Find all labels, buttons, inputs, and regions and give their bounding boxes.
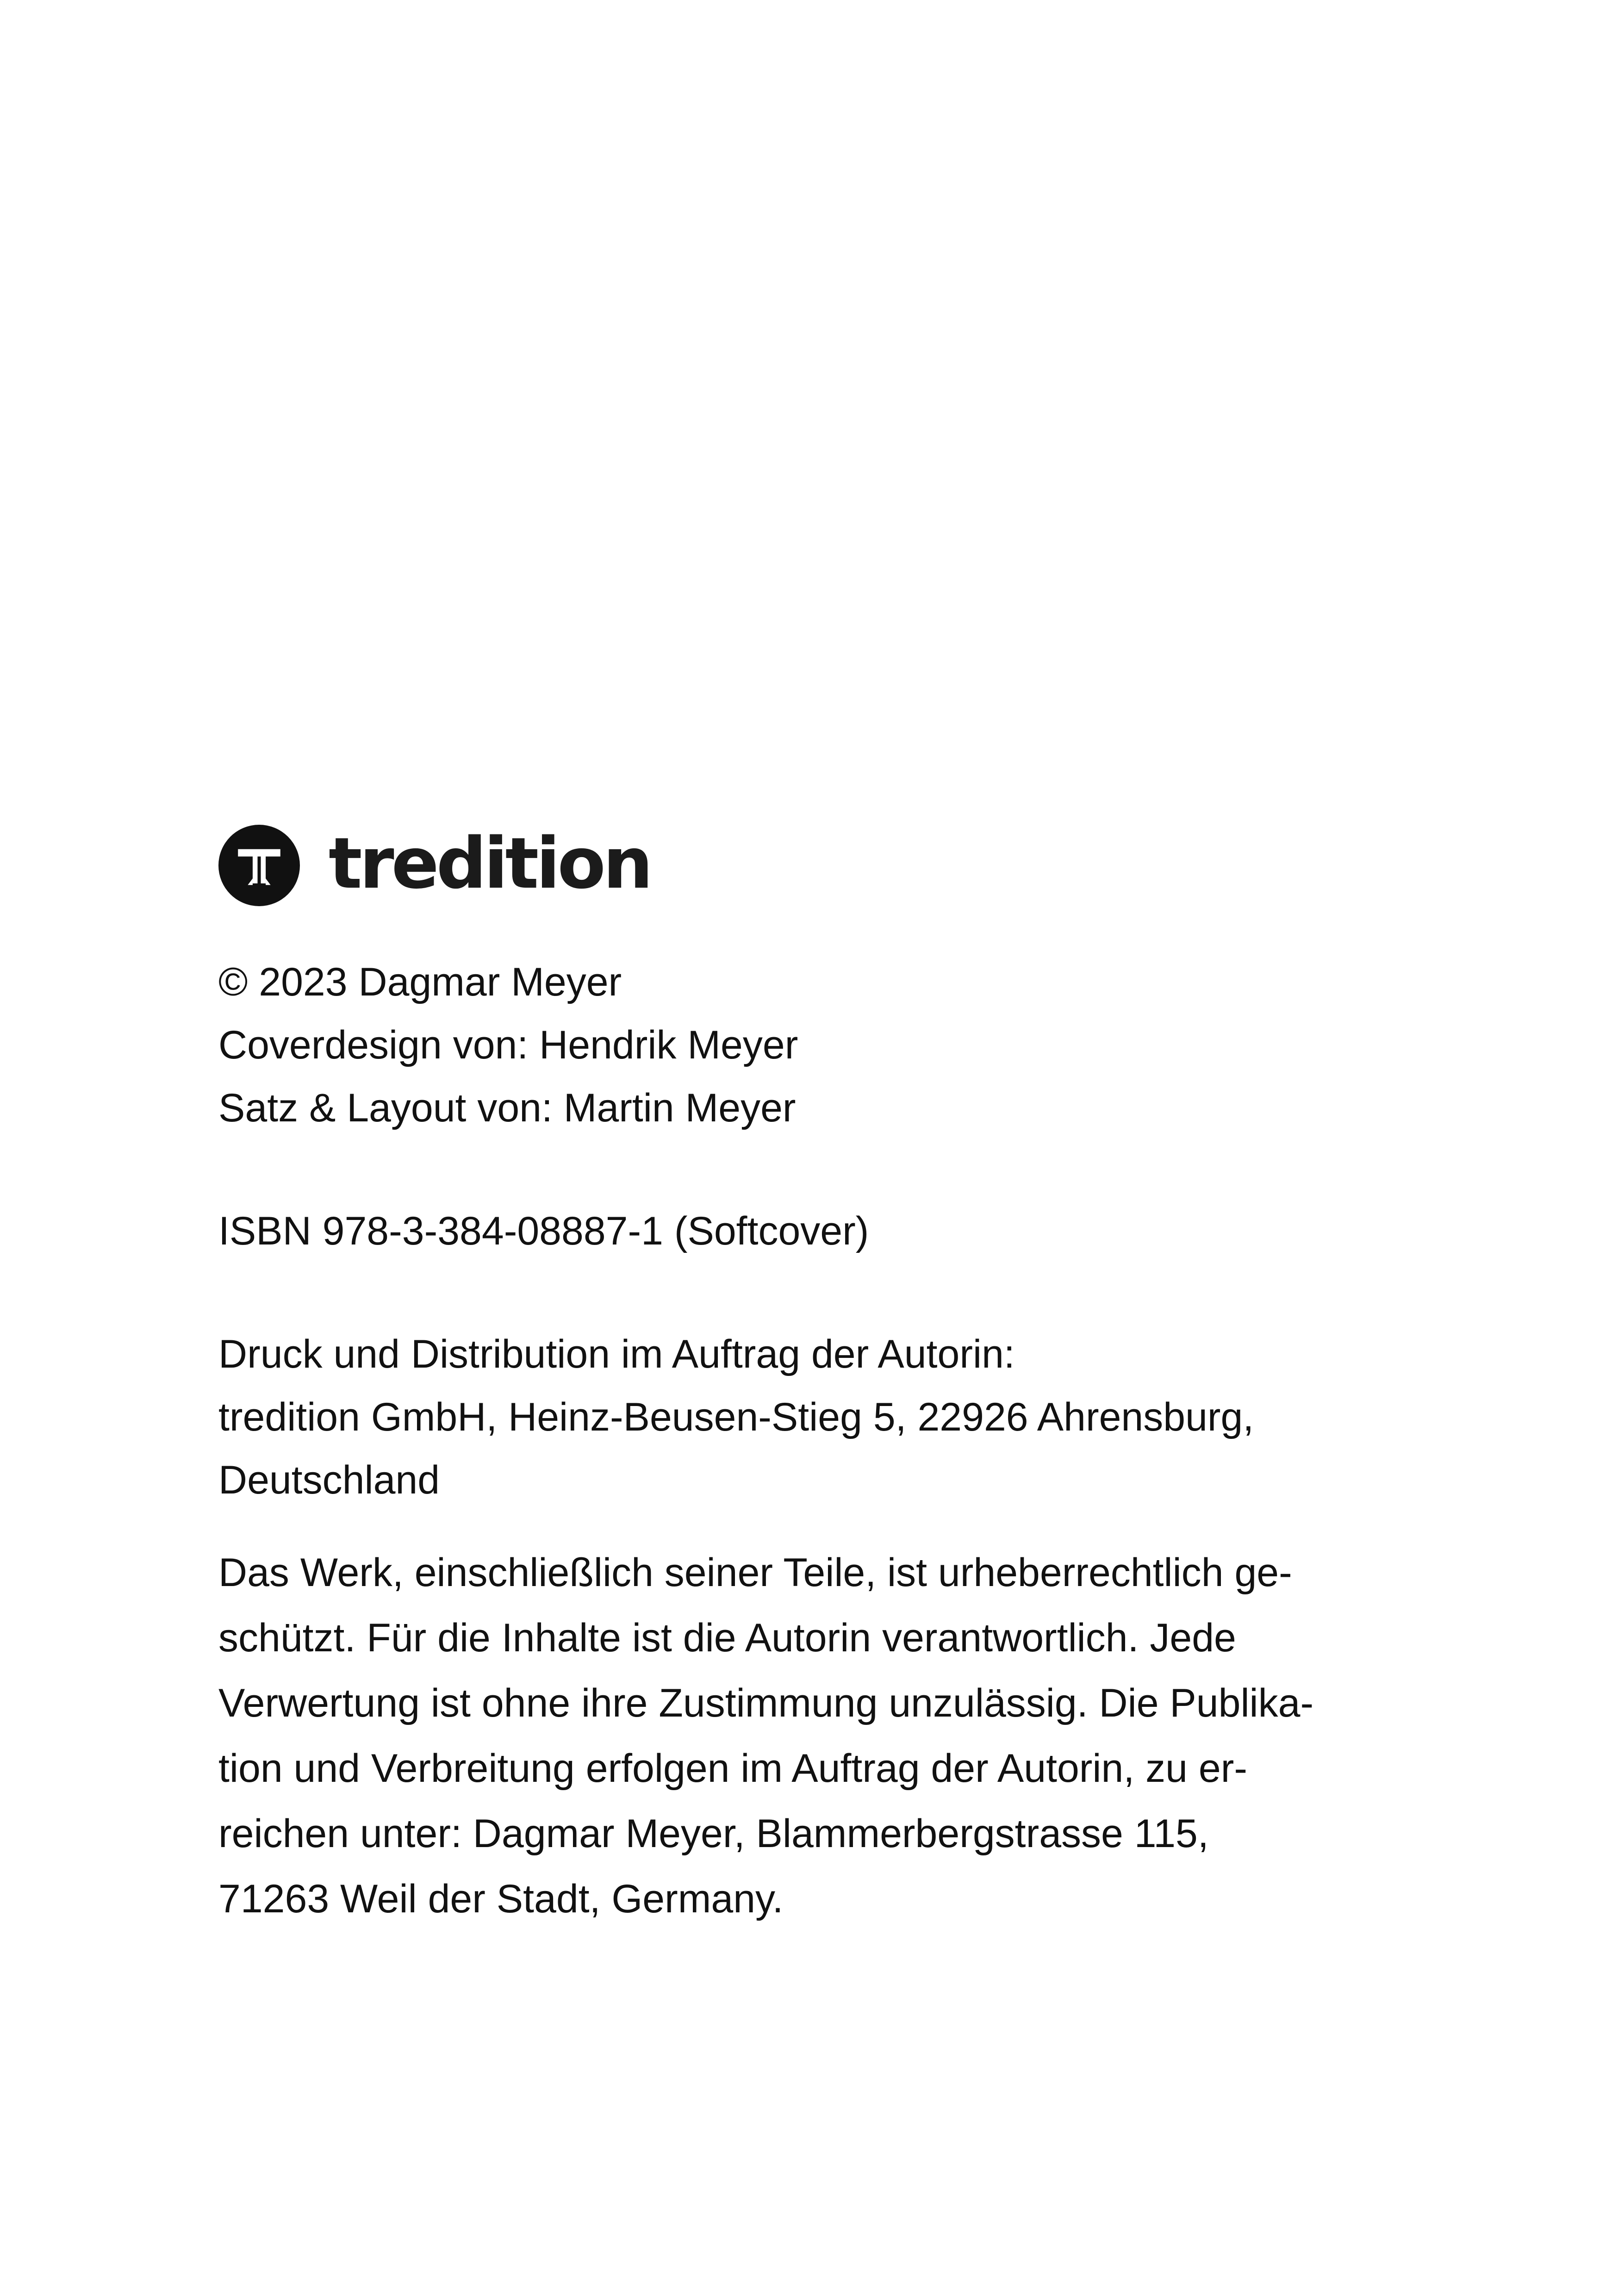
printer-line-1: Druck und Distribution im Auftrag der Autorin:: [218, 1332, 1015, 1376]
notice-line-2: schützt. Für die Inhalte ist die Autorin verantwortlich. Jede: [218, 1616, 1236, 1660]
copyright-line: © 2023 Dagmar Meyer: [218, 960, 622, 1004]
publisher-logo: [218, 824, 1403, 907]
tredition-logo-icon: [218, 825, 300, 906]
isbn-block: [218, 1200, 1403, 1263]
notice-line-6: 71263 Weil der Stadt, Germany.: [218, 1877, 784, 1921]
notice-line-4: tion und Verbreitung erfolgen im Auftrag der Autorin, zu er-: [218, 1746, 1247, 1791]
notice-line-1: Das Werk, einschließlich seiner Teile, ist urheberrechtlich ge-: [218, 1550, 1292, 1595]
printer-line-3: Deutschland: [218, 1458, 440, 1502]
publisher-wordmark: tredition: [329, 822, 651, 904]
notice-line-3: Verwertung ist ohne ihre Zustimmung unzulässig. Die Publika-: [218, 1681, 1314, 1725]
isbn-line: ISBN 978-3-384-08887-1 (Softcover): [218, 1209, 869, 1253]
notice-line-5: reichen unter: Dagmar Meyer, Blammerbergstrasse 115,: [218, 1811, 1209, 1856]
cover-design-line: Coverdesign von: Hendrik Meyer: [218, 1023, 798, 1067]
credits-block: [218, 951, 1403, 1139]
printer-block: [218, 1323, 1403, 1512]
printer-line-2: tredition GmbH, Heinz-Beusen-Stieg 5, 22926 Ahrensburg,: [218, 1395, 1254, 1439]
layout-line: Satz & Layout von: Martin Meyer: [218, 1086, 796, 1130]
imprint-page: [218, 824, 1403, 1932]
copyright-notice: [218, 1540, 1403, 1932]
